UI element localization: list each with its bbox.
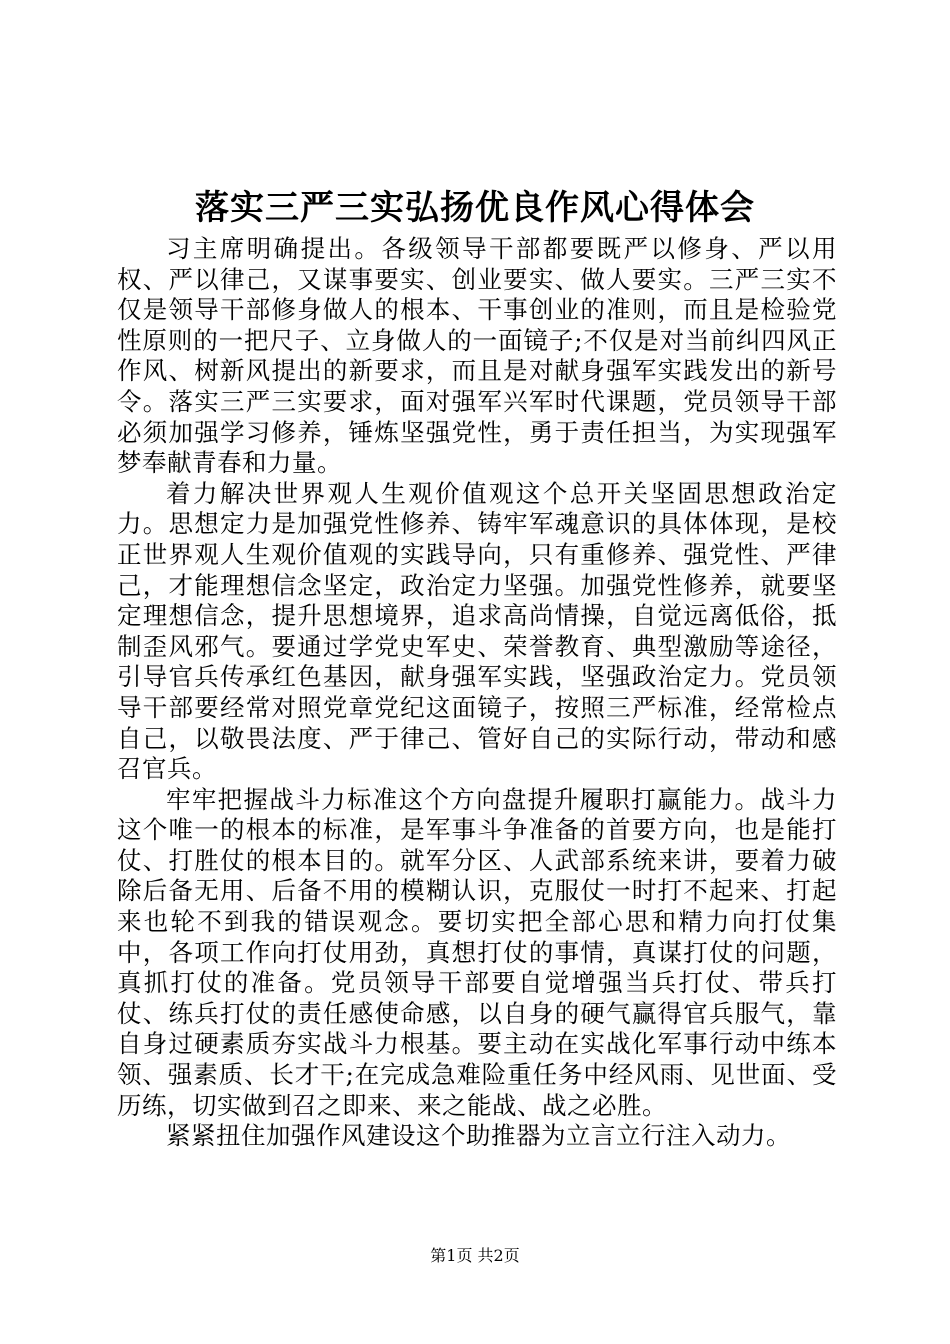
- document-title: 落实三严三实弘扬优良作风心得体会: [195, 188, 755, 228]
- paragraph-1: 习主席明确提出。各级领导干部都要既严以修身、严以用权、严以律己，又谋事要实、创业要实、做人要实。三严三实不仅是领导干部修身做人的根本、干事创业的准则，而且是检验党性原则的一把尺子、立身做人的一面镜子;不仅是对当前纠四风正作风、树新风提出的新要求，而且是对献身强军实践发出的新号令。落实三严三实要求，面对强军兴军时代课题，党员领导干部必须加强学习修养，锤炼坚强党性，勇于责任担当，为实现强军梦奉献青春和力量。: [117, 234, 837, 478]
- paragraph-3: 牢牢把握战斗力标准这个方向盘提升履职打赢能力。战斗力这个唯一的根本的标准，是军事斗争准备的首要方向，也是能打仗、打胜仗的根本目的。就军分区、人武部系统来讲，要着力破除后备无用、后备不用的模糊认识，克服仗一时打不起来、打起来也轮不到我的错误观念。要切实把全部心思和精力向打仗集中，各项工作向打仗用劲，真想打仗的事情，真谋打仗的问题，真抓打仗的准备。党员领导干部要自觉增强当兵打仗、带兵打仗、练兵打仗的责任感使命感，以自身的硬气赢得官兵服气，靠自身过硬素质夯实战斗力根基。要主动在实战化军事行动中练本领、强素质、长才干;在完成急难险重任务中经风雨、见世面、受历练，切实做到召之即来、来之能战、战之必胜。: [117, 784, 837, 1120]
- document-body: [117, 234, 837, 1152]
- page-footer: 第1页 共2页: [430, 1246, 520, 1265]
- paragraph-2: 着力解决世界观人生观价值观这个总开关坚固思想政治定力。思想定力是加强党性修养、铸牢军魂意识的具体体现，是校正世界观人生观价值观的实践导向，只有重修养、强党性、严律己，才能理想信念坚定，政治定力坚强。加强党性修养，就要坚定理想信念，提升思想境界，追求高尚情操，自觉远离低俗，抵制歪风邪气。要通过学党史军史、荣誉教育、典型激励等途径，引导官兵传承红色基因，献身强军实践，坚强政治定力。党员领导干部要经常对照党章党纪这面镜子，按照三严标准，经常检点自己，以敬畏法度、严于律己、管好自己的实际行动，带动和感召官兵。: [117, 478, 837, 784]
- paragraph-4: 紧紧扭住加强作风建设这个助推器为立言立行注入动力。: [166, 1121, 791, 1151]
